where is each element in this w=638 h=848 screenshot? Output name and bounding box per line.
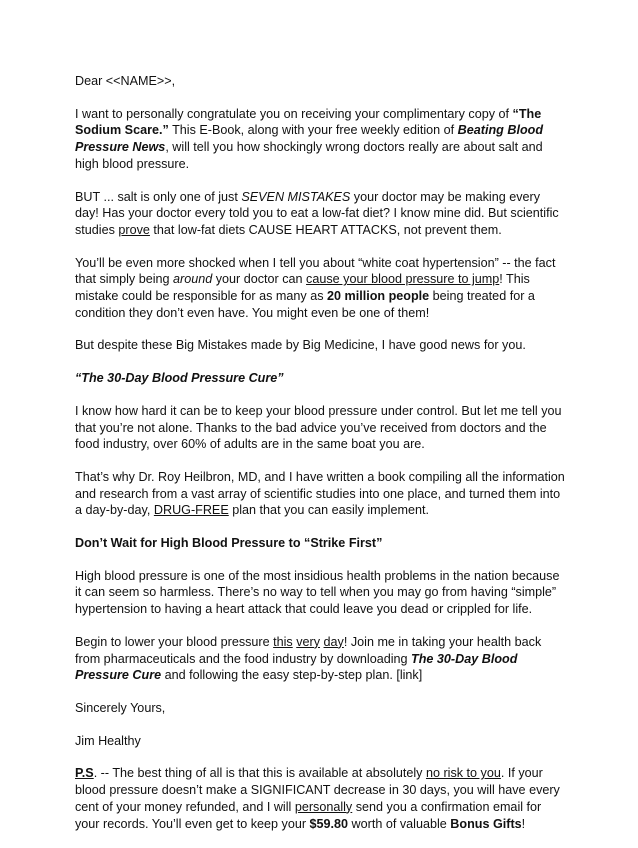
underlined-personally: personally: [294, 799, 353, 814]
text: That’s why Dr. Roy Heilbron, MD, and I have written a book compiling all the information and research from a vast array of scientific studies into one place, and turned them into a day-by-day,: [75, 469, 565, 518]
underlined-drug-free: DRUG-FREE: [153, 503, 229, 518]
heading-text: Don’t Wait for High Blood Pressure to “Strike First”: [75, 536, 383, 551]
underlined-very: very: [296, 634, 321, 649]
heading-text: “The 30-Day Blood Pressure Cure”: [75, 371, 284, 386]
text: BUT ... salt is only one of just: [75, 189, 242, 204]
text: ! This mistake could be responsible for as many as: [75, 272, 530, 304]
bold-price: $59.80: [309, 816, 349, 831]
text: worth of valuable: [348, 816, 451, 831]
heading-30-day-cure: [75, 370, 567, 387]
newsletter-title: Beating Blood Pressure News: [75, 123, 544, 155]
text: , will tell you how shockingly wrong doctors really are about salt and high blood pressure.: [75, 140, 543, 171]
bold-20-million: 20 million people: [327, 289, 430, 304]
book-title: The 30-Day Blood Pressure Cure: [75, 651, 518, 683]
text: I want to personally congratulate you on receiving your complimentary copy of: [75, 106, 513, 121]
text: being treated for a condition they don’t even have. You might even be one of them!: [75, 289, 535, 320]
text: plan that you can easily implement.: [228, 503, 429, 518]
text: You’ll be even more shocked when I tell you about “white coat hypertension” -- the fact that simply being: [75, 255, 556, 287]
salutation: Dear <<NAME>>,: [75, 74, 176, 88]
text: . If your blood pressure doesn’t make a SIGNIFICANT decrease in 30 days, you will have every cent of your money refunded, and I will: [75, 766, 560, 814]
text: This E-Book, along with your free weekly edition of: [168, 123, 458, 138]
paragraph-intro: [75, 106, 567, 173]
text: that low-fat diets CAUSE HEART ATTACKS, not prevent them.: [149, 222, 502, 237]
paragraph-not-alone: I know how hard it can be to keep your blood pressure under control. But let me tell you that you’re not alone. Thanks to the bad advice you’ve received from doctors and the food industry, over 60% of adults are in the same boat you are.: [75, 403, 562, 452]
signature: Jim Healthy: [75, 733, 141, 748]
letter-page: [75, 73, 567, 848]
emphasis-seven-mistakes: SEVEN MISTAKES: [241, 189, 351, 204]
paragraph-good-news: But despite these Big Mistakes made by Big Medicine, I have good news for you.: [75, 338, 526, 353]
underlined-day: day: [323, 634, 344, 649]
underlined-this: this: [273, 634, 293, 649]
text: send you a confirmation email for your records. You’ll even get to keep your: [75, 799, 542, 831]
paragraph-insidious: High blood pressure is one of the most insidious health problems in the nation because it can seem so harmless. There’s no way to tell when you may go from having “simple” hypertension to having a heart attack that could leave you dead or crippled for life.: [75, 568, 560, 617]
paragraph-call-to-action: [75, 634, 567, 684]
text: and following the easy step-by-step plan. [link]: [161, 668, 423, 683]
text: ! Join me in taking your health back from pharmaceuticals and the food industry by downloading: [75, 634, 542, 666]
underlined-blood-pressure-jump: cause your blood pressure to jump: [306, 272, 500, 287]
underlined-no-risk: no risk to you: [425, 766, 501, 781]
paragraph-mistakes: [75, 189, 567, 239]
heading-strike-first: [75, 535, 567, 552]
paragraph-white-coat: [75, 255, 567, 322]
bold-bonus-gifts: Bonus Gifts: [450, 816, 522, 831]
emphasis-around: around: [173, 272, 213, 287]
text: !: [521, 816, 526, 831]
text: . -- The best thing of all is that this is available at absolutely: [93, 766, 426, 781]
ebook-title: “The Sodium Scare.”: [75, 106, 542, 138]
text: your doctor may be making every day! Has your doctor every told you to eat a low-fat diet? I know mine did. But scientific studies: [75, 189, 559, 237]
ps-label: P.S: [75, 766, 94, 781]
text: Begin to lower your blood pressure: [75, 634, 274, 649]
text: your doctor can: [212, 272, 307, 287]
closing: Sincerely Yours,: [75, 700, 166, 715]
paragraph-book: [75, 469, 567, 519]
underlined-prove: prove: [118, 222, 150, 237]
postscript: [75, 765, 567, 832]
